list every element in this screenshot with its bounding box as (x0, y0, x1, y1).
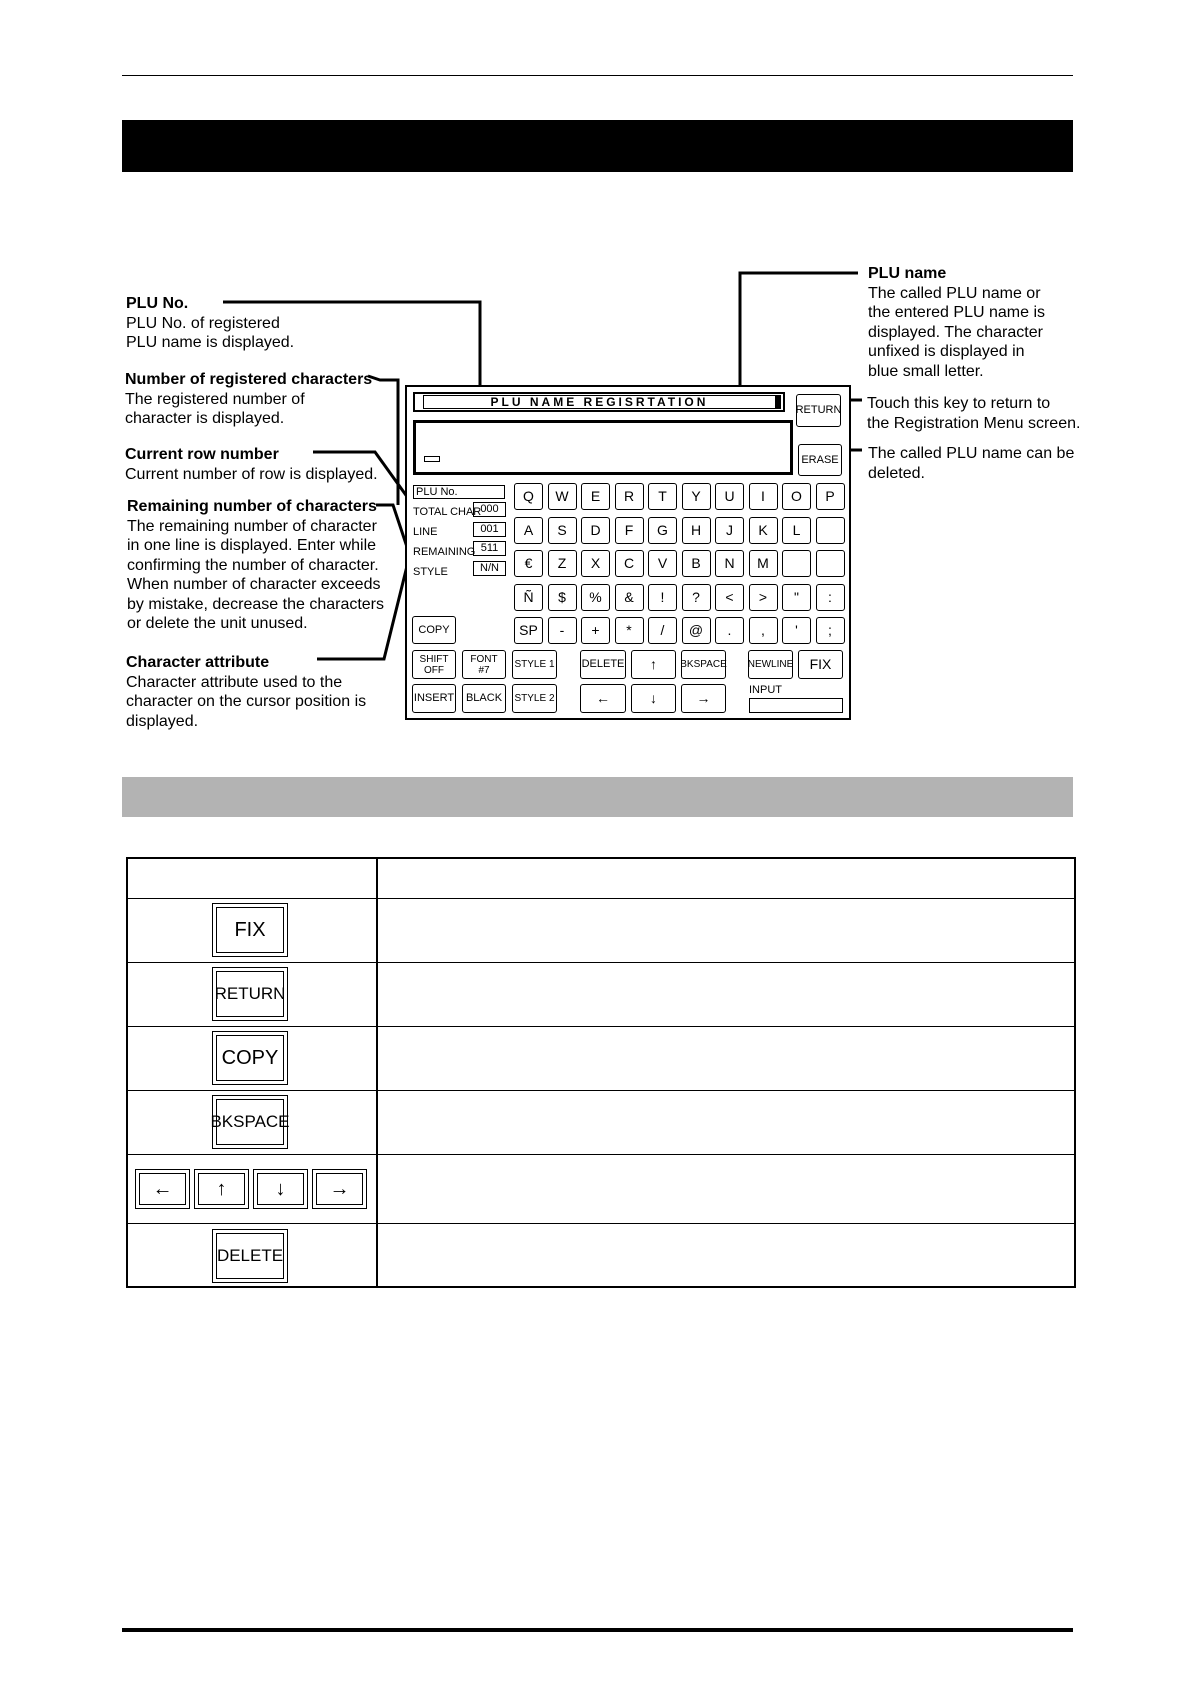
table-row (128, 1090, 1074, 1091)
key-label: ↓ (257, 1173, 304, 1205)
char-key[interactable]: > (749, 584, 778, 611)
char-key[interactable]: Q (514, 483, 543, 510)
table-delete-key[interactable] (212, 1229, 288, 1283)
return-key[interactable]: RETURN (796, 394, 841, 427)
black-key[interactable]: BLACK (462, 684, 506, 713)
style-label: STYLE (413, 566, 448, 578)
copy-key[interactable]: COPY (412, 616, 456, 644)
leader-remaining (376, 505, 408, 550)
char-key[interactable]: & (615, 584, 644, 611)
key-label: DELETE (216, 1233, 284, 1279)
up-arrow-key[interactable]: ↑ (631, 650, 676, 679)
char-key[interactable]: F (615, 517, 644, 544)
line-label: LINE (413, 526, 438, 538)
line-value: 001 (473, 522, 506, 537)
annotation-text: The remaining number of character in one line is displayed. Enter while confirming the number of character. When number of character exceeds by mistake, decrease the characters or delete the unit unused. (127, 517, 385, 632)
annotation-text: The called PLU name or the entered PLU name is displayed. The character unfixed is displayed in blue small letter. (868, 284, 1045, 380)
bottom-rule (122, 1628, 1073, 1632)
table-row (128, 1154, 1074, 1155)
char-key[interactable]: T (648, 483, 677, 510)
char-key[interactable]: + (581, 617, 610, 644)
annotation-title: Current row number (125, 446, 279, 463)
annotation-title: Remaining number of characters (127, 498, 377, 515)
char-key[interactable]: X (581, 550, 610, 577)
style-value: N/N (473, 561, 506, 576)
char-key[interactable]: C (615, 550, 644, 577)
shift-off-key[interactable]: SHIFT OFF (412, 650, 456, 679)
annotation-text: PLU No. of registered PLU name is displayed. (126, 314, 295, 351)
annotation-title: PLU No. (126, 295, 189, 312)
delete-key[interactable]: DELETE (580, 650, 626, 679)
char-key[interactable]: I (749, 483, 778, 510)
table-row (128, 898, 1074, 899)
down-arrow-key[interactable]: ↓ (631, 684, 676, 713)
annotation-text: Current number of row is displayed. (125, 465, 378, 483)
key-label: RETURN (216, 971, 284, 1017)
char-key[interactable]: V (648, 550, 677, 577)
plu-no-label: PLU No. (416, 486, 458, 498)
cursor-mark (424, 456, 440, 462)
table-row (128, 962, 1074, 963)
fix-key[interactable]: FIX (798, 650, 843, 679)
char-key[interactable]: S (548, 517, 577, 544)
char-key[interactable]: N (715, 550, 744, 577)
annotation-title: PLU name (868, 265, 947, 282)
char-key[interactable]: . (715, 617, 744, 644)
plu-name-display (413, 420, 793, 475)
char-key[interactable]: Y (682, 483, 711, 510)
char-key[interactable]: M (749, 550, 778, 577)
key-label: BKSPACE (216, 1099, 284, 1145)
char-key[interactable]: L (782, 517, 811, 544)
table-row (128, 1223, 1074, 1224)
char-key[interactable]: % (581, 584, 610, 611)
leader-row-number (313, 452, 410, 508)
char-key[interactable] (782, 550, 811, 577)
char-key[interactable]: B (682, 550, 711, 577)
table-return-key[interactable] (212, 967, 288, 1021)
annotation-text: The called PLU name can be deleted. (868, 445, 1075, 482)
erase-key[interactable]: ERASE (798, 444, 842, 476)
screen-title: PLU NAME REGISRTATION (423, 395, 781, 409)
char-key[interactable]: ; (816, 617, 845, 644)
char-key[interactable]: K (749, 517, 778, 544)
total-char-label: TOTAL CHAR (413, 506, 482, 518)
table-copy-key[interactable] (212, 1031, 288, 1085)
key-label: ↑ (198, 1173, 245, 1205)
leader-registered-chars (368, 376, 398, 505)
table-bkspace-key[interactable] (212, 1095, 288, 1149)
left-arrow-key[interactable]: ← (580, 684, 626, 713)
char-key[interactable]: - (548, 617, 577, 644)
style1-key[interactable]: STYLE 1 (512, 650, 557, 679)
char-key[interactable]: : (816, 584, 845, 611)
annotation-text: Character attribute used to the character on the cursor position is displayed. (126, 673, 367, 730)
annotation-title: Character attribute (126, 654, 270, 671)
table-down-arrow-key[interactable] (253, 1169, 308, 1209)
char-key[interactable]: * (615, 617, 644, 644)
char-key[interactable]: , (749, 617, 778, 644)
char-key[interactable]: P (816, 483, 845, 510)
char-key[interactable]: @ (682, 617, 711, 644)
char-key[interactable] (816, 550, 845, 577)
input-label: INPUT (749, 684, 782, 696)
key-label: COPY (216, 1035, 284, 1081)
input-field (749, 698, 843, 713)
char-key[interactable]: ' (782, 617, 811, 644)
leader-attribute (317, 562, 408, 659)
table-left-arrow-key[interactable] (135, 1169, 190, 1209)
char-key[interactable]: $ (548, 584, 577, 611)
char-key[interactable]: R (615, 483, 644, 510)
key-label: ← (139, 1173, 186, 1205)
char-key[interactable]: ? (682, 584, 711, 611)
char-key[interactable]: ! (648, 584, 677, 611)
column-divider (376, 859, 378, 1286)
subsection-band (122, 777, 1073, 817)
newline-key[interactable]: NEWLINE (748, 650, 793, 679)
total-char-value: 000 (473, 502, 506, 517)
table-row (128, 1026, 1074, 1027)
char-key[interactable]: G (648, 517, 677, 544)
char-key[interactable]: U (715, 483, 744, 510)
char-key[interactable]: " (782, 584, 811, 611)
right-arrow-key[interactable]: → (681, 684, 726, 713)
char-key[interactable]: A (514, 517, 543, 544)
char-key[interactable]: E (581, 483, 610, 510)
remaining-value: 511 (473, 541, 506, 556)
remaining-label: REMAINING (413, 546, 476, 558)
char-key[interactable]: H (682, 517, 711, 544)
char-key[interactable]: W (548, 483, 577, 510)
bkspace-key[interactable]: BKSPACE (681, 650, 726, 679)
annotation-text: The registered number of character is displayed. (125, 390, 305, 427)
style2-key[interactable]: STYLE 2 (512, 684, 557, 713)
char-key[interactable]: / (648, 617, 677, 644)
font-key[interactable]: FONT #7 (462, 650, 506, 679)
char-key[interactable]: < (715, 584, 744, 611)
plu-no-field (413, 485, 505, 499)
key-label: FIX (216, 907, 284, 953)
annotation-text: Touch this key to return to the Registration Menu screen. (867, 395, 1081, 432)
table-fix-key[interactable] (212, 903, 288, 957)
char-key[interactable]: Ñ (514, 584, 543, 611)
table-up-arrow-key[interactable] (194, 1169, 249, 1209)
annotation-title: Number of registered characters (125, 371, 373, 388)
table-right-arrow-key[interactable] (312, 1169, 367, 1209)
char-key[interactable] (816, 517, 845, 544)
key-label: → (316, 1173, 363, 1205)
insert-key[interactable]: INSERT (412, 684, 456, 713)
char-key[interactable]: O (782, 483, 811, 510)
char-key[interactable]: Z (548, 550, 577, 577)
char-key[interactable]: D (581, 517, 610, 544)
char-key[interactable]: SP (514, 617, 543, 644)
char-key[interactable]: J (715, 517, 744, 544)
char-key[interactable]: € (514, 550, 543, 577)
